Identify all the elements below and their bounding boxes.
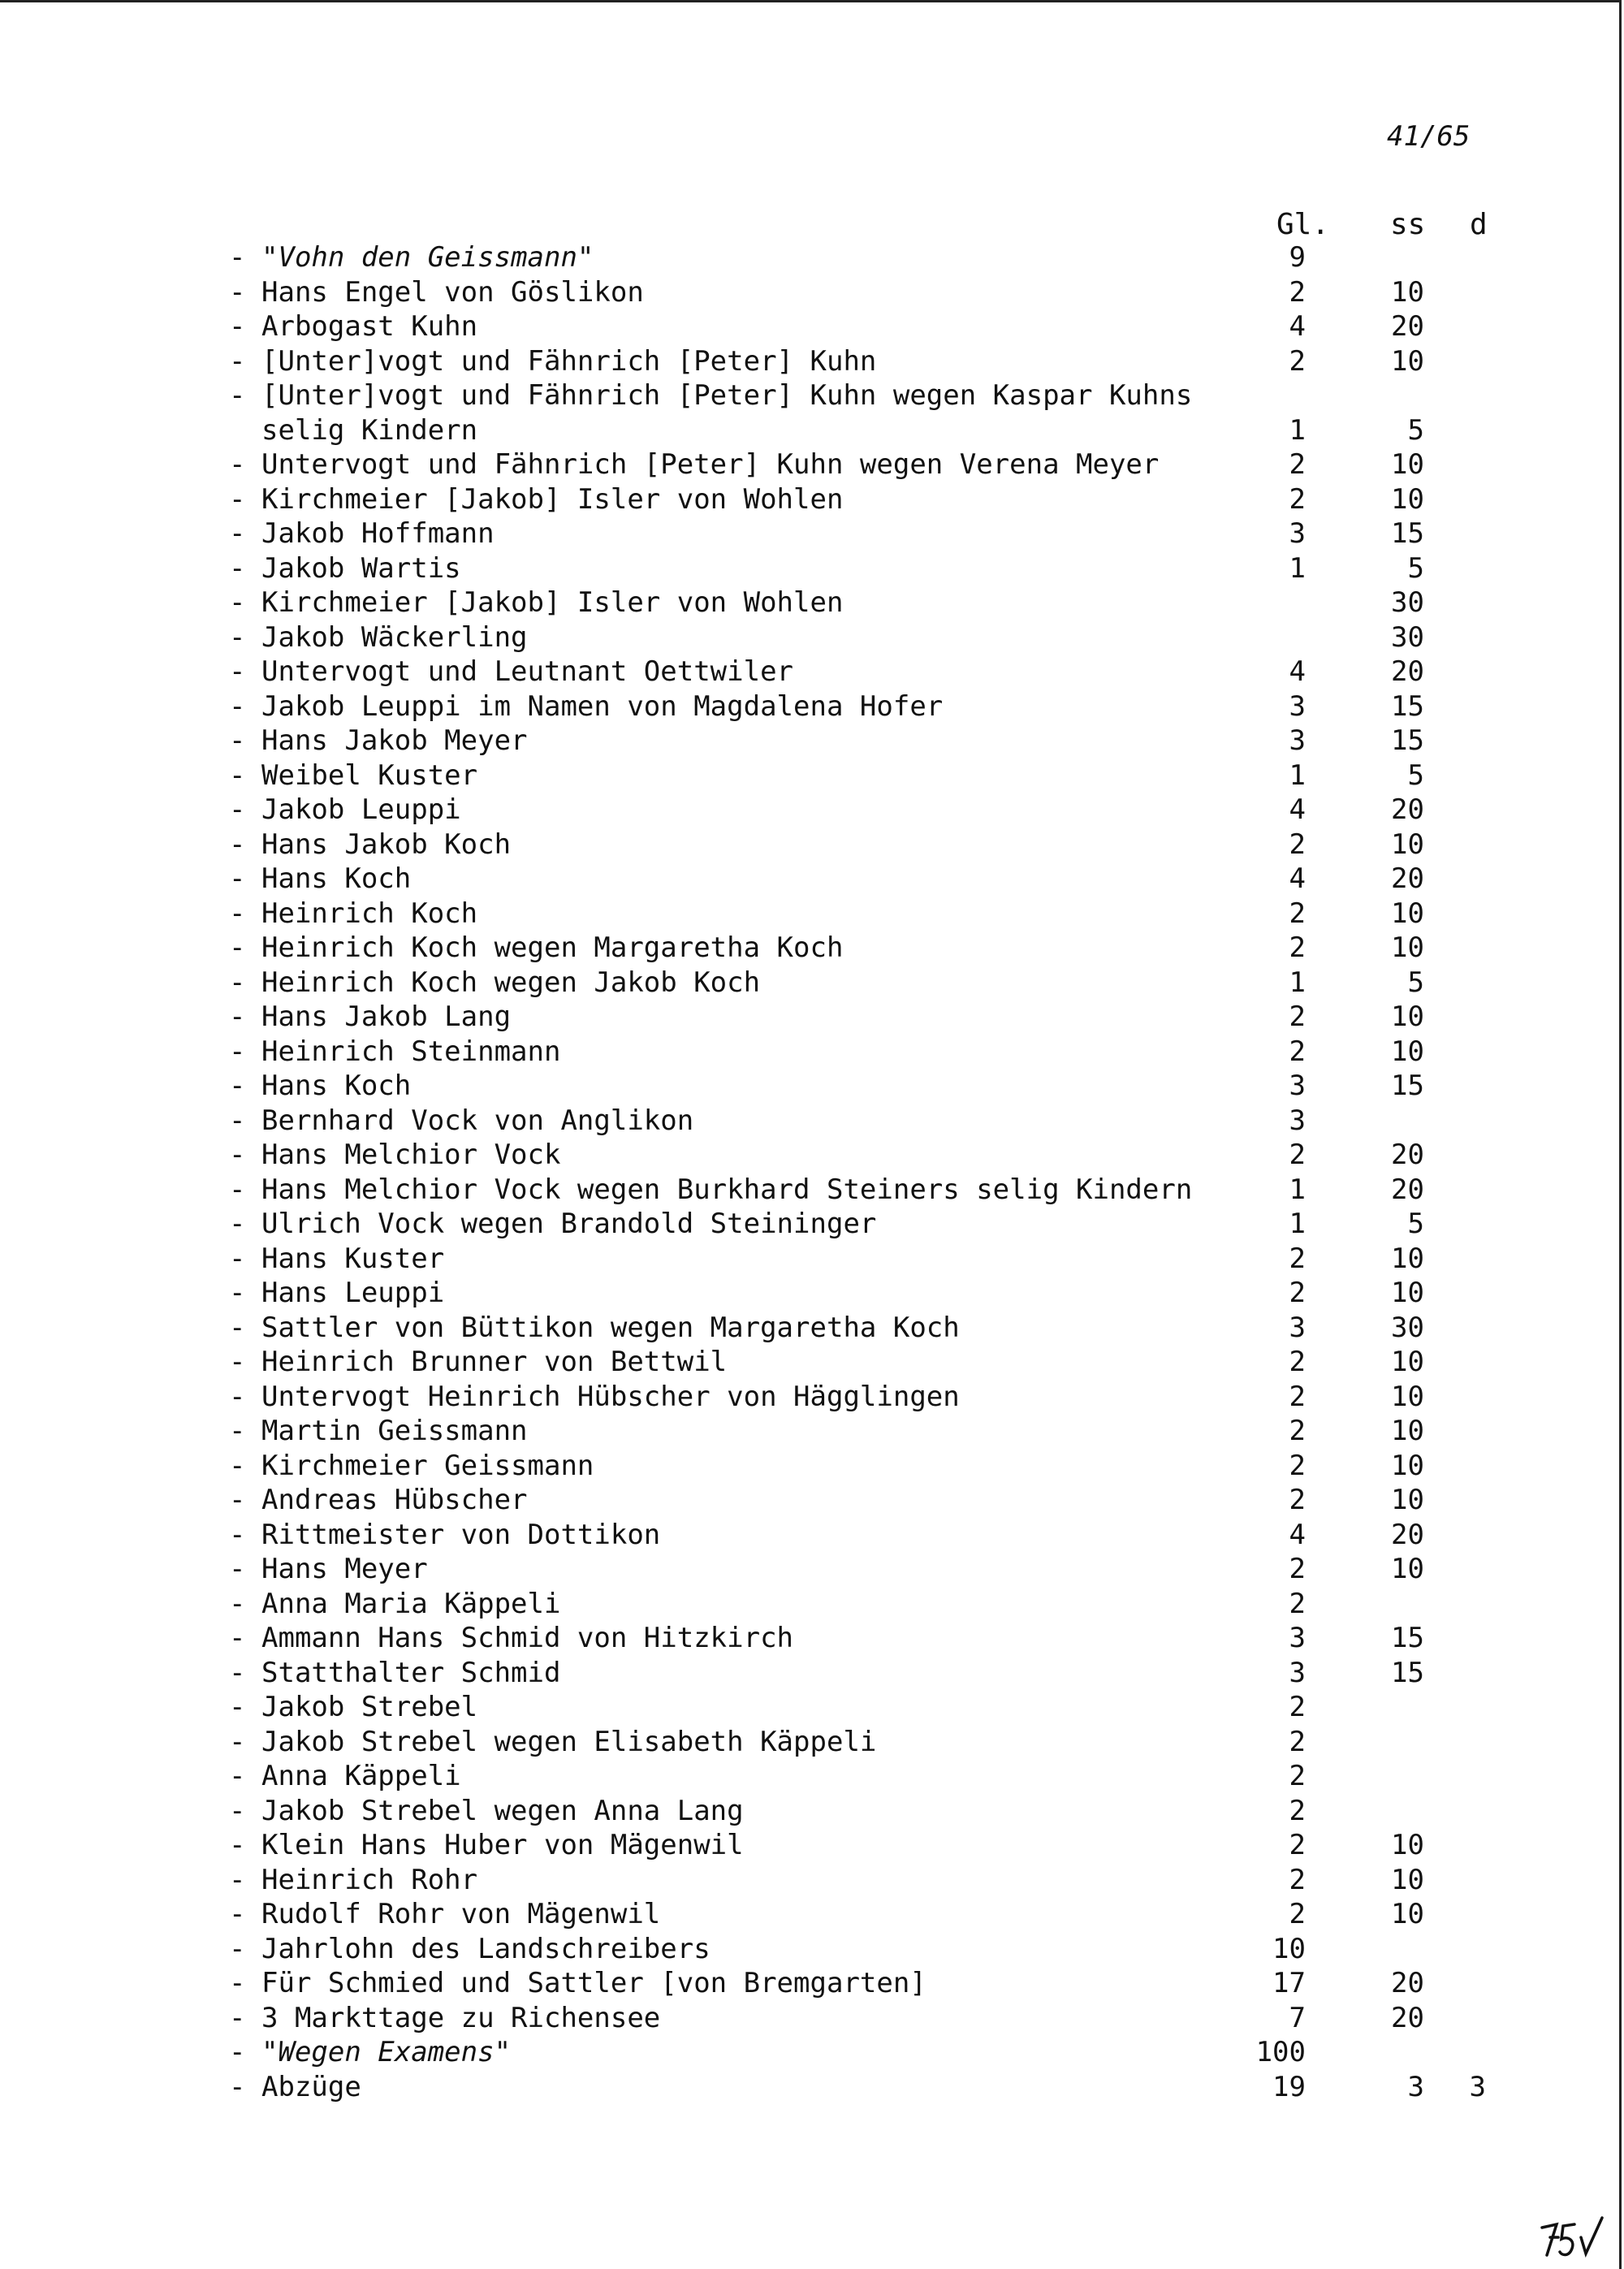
entry-row <box>0 309 1624 344</box>
entry-name: Jakob Wartis <box>261 551 461 585</box>
entry-dash: - <box>229 1553 246 1585</box>
entry-name: Ulrich Vock wegen Brandold Steininger <box>261 1208 877 1240</box>
entry-dash: - <box>229 1035 246 1068</box>
entry-gulden: 2 <box>1289 1484 1306 1516</box>
handwritten-signature <box>1539 2213 1607 2263</box>
entry-schilling: 10 <box>1391 1863 1424 1896</box>
entry-schilling: 10 <box>1391 1449 1424 1482</box>
entry-schilling: 30 <box>1391 1311 1424 1344</box>
entry-row <box>0 724 1624 758</box>
entry-gulden: 17 <box>1272 1967 1306 1999</box>
entry-row <box>0 1104 1624 1139</box>
entry-row <box>0 2001 1624 2036</box>
entry-name: Hans Jakob Koch <box>261 828 512 861</box>
entry-gulden: 2 <box>1289 1760 1306 1792</box>
entry-gulden: 7 <box>1289 2001 1306 2034</box>
entry-row <box>0 1138 1624 1173</box>
entry-row <box>0 1759 1624 1794</box>
entry-name: Arbogast Kuhn <box>261 310 478 343</box>
entry-gulden: 2 <box>1289 482 1306 516</box>
entry-row <box>0 1311 1624 1346</box>
entry-schilling: 10 <box>1391 448 1424 481</box>
entry-dash: - <box>229 1173 246 1206</box>
entry-row <box>0 655 1624 689</box>
entry-gulden: 3 <box>1289 1104 1306 1137</box>
entry-schilling: 15 <box>1391 724 1424 757</box>
entry-row <box>0 1242 1624 1277</box>
entry-name: Hans Jakob Meyer <box>261 724 528 757</box>
entry-dash: - <box>229 655 246 688</box>
entry-name: "Wegen Examens" <box>261 2036 512 2068</box>
entry-gulden: 2 <box>1289 1346 1306 1378</box>
entry-row <box>0 862 1624 897</box>
entry-dash: - <box>229 931 246 964</box>
entry-dash: - <box>229 1863 246 1896</box>
entry-row <box>0 1897 1624 1932</box>
entry-dash: - <box>229 1587 246 1620</box>
entry-schilling: 10 <box>1391 897 1424 930</box>
entry-row <box>0 758 1624 793</box>
entry-gulden: 2 <box>1289 1139 1306 1171</box>
entry-row <box>0 828 1624 862</box>
entry-name: Kirchmeier [Jakob] Isler von Wohlen <box>261 482 844 516</box>
entry-name: Andreas Hübscher <box>261 1484 528 1516</box>
entry-row <box>0 1276 1624 1311</box>
entry-schilling: 20 <box>1391 310 1424 343</box>
entry-dash: - <box>229 1277 246 1309</box>
entry-row <box>0 1035 1624 1070</box>
entry-gulden: 2 <box>1289 1035 1306 1068</box>
entry-row <box>0 1621 1624 1656</box>
entry-schilling: 5 <box>1407 966 1424 999</box>
entry-row <box>0 586 1624 620</box>
entry-gulden: 10 <box>1272 1932 1306 1965</box>
entry-dash: - <box>229 1311 246 1344</box>
entry-dash: - <box>229 724 246 757</box>
entry-row <box>0 1207 1624 1242</box>
entry-name: Untervogt und Leutnant Oettwiler <box>261 655 794 688</box>
entry-schilling: 10 <box>1391 931 1424 964</box>
entry-gulden: 2 <box>1289 1415 1306 1447</box>
entry-list <box>0 240 1624 2104</box>
entry-name: Jakob Strebel wegen Anna Lang <box>261 1794 744 1827</box>
entry-name: Jakob Hoffmann <box>261 517 495 550</box>
entry-row <box>0 1380 1624 1415</box>
entry-gulden: 3 <box>1289 689 1306 723</box>
entry-row <box>0 240 1624 275</box>
entry-row <box>0 1794 1624 1829</box>
entry-schilling: 20 <box>1391 1518 1424 1551</box>
entry-row <box>0 1518 1624 1553</box>
entry-dash: - <box>229 1484 246 1516</box>
entry-schilling: 30 <box>1391 620 1424 654</box>
entry-gulden: 2 <box>1289 1449 1306 1482</box>
entry-schilling: 20 <box>1391 793 1424 826</box>
entry-row <box>0 1173 1624 1208</box>
entry-row <box>0 689 1624 724</box>
entry-row <box>0 1966 1624 2001</box>
entry-name: Hans Meyer <box>261 1553 428 1585</box>
entry-name: Anna Maria Käppeli <box>261 1587 561 1620</box>
entry-gulden: 2 <box>1289 1277 1306 1309</box>
entry-gulden: 1 <box>1289 1208 1306 1240</box>
entry-dash: - <box>229 1242 246 1275</box>
entry-schilling: 20 <box>1391 1139 1424 1171</box>
entry-name: Kirchmeier [Jakob] Isler von Wohlen <box>261 586 844 619</box>
entry-name: Heinrich Brunner von Bettwil <box>261 1346 728 1378</box>
entry-name: Rittmeister von Dottikon <box>261 1518 661 1551</box>
entry-schilling: 15 <box>1391 1070 1424 1102</box>
entry-schilling: 20 <box>1391 1967 1424 1999</box>
entry-row <box>0 344 1624 379</box>
entry-row <box>0 482 1624 517</box>
entry-gulden: 1 <box>1289 966 1306 999</box>
entry-schilling: 30 <box>1391 586 1424 619</box>
entry-dash: - <box>229 241 246 274</box>
entry-dash: - <box>229 344 246 378</box>
entry-name: Heinrich Steinmann <box>261 1035 561 1068</box>
entry-name: Untervogt und Fähnrich [Peter] Kuhn wegen Verena Meyer <box>261 448 1160 481</box>
entry-gulden: 19 <box>1272 2070 1306 2103</box>
entry-schilling: 10 <box>1391 1829 1424 1861</box>
entry-schilling: 5 <box>1407 413 1424 447</box>
entry-row <box>0 1483 1624 1518</box>
entry-schilling: 10 <box>1391 1380 1424 1413</box>
entry-row <box>0 1552 1624 1587</box>
entry-name: Jahrlohn des Landschreibers <box>261 1932 710 1965</box>
entry-name: Hans Koch <box>261 862 412 895</box>
entry-name: Jakob Strebel wegen Elisabeth Käppeli <box>261 1725 877 1758</box>
entry-gulden: 2 <box>1289 1380 1306 1413</box>
entry-row <box>0 2070 1624 2105</box>
entry-name: Weibel Kuster <box>261 758 478 792</box>
entry-gulden: 2 <box>1289 1898 1306 1930</box>
entry-schilling: 10 <box>1391 1415 1424 1447</box>
entry-gulden: 2 <box>1289 275 1306 309</box>
entry-dash: - <box>229 862 246 895</box>
entry-schilling: 10 <box>1391 1035 1424 1068</box>
entry-dash: - <box>229 1725 246 1758</box>
entry-dash: - <box>229 2001 246 2034</box>
entry-schilling: 20 <box>1391 2001 1424 2034</box>
entry-dash: - <box>229 966 246 999</box>
entry-row <box>0 1000 1624 1035</box>
entry-name: Jakob Strebel <box>261 1691 478 1723</box>
entry-dash: - <box>229 689 246 723</box>
entry-row <box>0 2035 1624 2070</box>
entry-gulden: 4 <box>1289 655 1306 688</box>
entry-dash: - <box>229 1001 246 1033</box>
entry-schilling: 5 <box>1407 551 1424 585</box>
entry-dash: - <box>229 1380 246 1413</box>
column-header-schilling: ss <box>1390 208 1426 241</box>
page-border-top <box>0 0 1620 2</box>
entry-dash: - <box>229 1346 246 1378</box>
entry-name: Anna Käppeli <box>261 1760 461 1792</box>
entry-schilling: 10 <box>1391 482 1424 516</box>
entry-schilling: 15 <box>1391 689 1424 723</box>
entry-schilling: 10 <box>1391 1001 1424 1033</box>
entry-dash: - <box>229 275 246 309</box>
entry-dash: - <box>229 1794 246 1827</box>
entry-dash: - <box>229 1070 246 1102</box>
entry-gulden: 2 <box>1289 1587 1306 1620</box>
entry-gulden: 3 <box>1289 1311 1306 1344</box>
entry-dash: - <box>229 1518 246 1551</box>
entry-schilling: 20 <box>1391 1173 1424 1206</box>
entry-schilling: 5 <box>1407 758 1424 792</box>
entry-row <box>0 1725 1624 1760</box>
entry-name: Hans Kuster <box>261 1242 445 1275</box>
entry-denar: 3 <box>1469 2070 1486 2103</box>
entry-row <box>0 275 1624 310</box>
entry-gulden: 3 <box>1289 1656 1306 1689</box>
entry-dash: - <box>229 828 246 861</box>
entry-name: Hans Melchior Vock <box>261 1139 561 1171</box>
entry-gulden: 2 <box>1289 1242 1306 1275</box>
entry-gulden: 1 <box>1289 551 1306 585</box>
entry-name: Hans Koch <box>261 1070 412 1102</box>
entry-name: Ammann Hans Schmid von Hitzkirch <box>261 1622 794 1654</box>
entry-schilling: 10 <box>1391 1242 1424 1275</box>
entry-row <box>0 1345 1624 1380</box>
entry-name: Heinrich Koch wegen Jakob Koch <box>261 966 761 999</box>
entry-gulden: 2 <box>1289 1001 1306 1033</box>
entry-gulden: 100 <box>1255 2036 1306 2068</box>
entry-row <box>0 1690 1624 1725</box>
entry-dash: - <box>229 586 246 619</box>
entry-row <box>0 897 1624 931</box>
entry-gulden: 2 <box>1289 448 1306 481</box>
entry-name: [Unter]vogt und Fähnrich [Peter] Kuhn <box>261 344 877 378</box>
entry-row <box>0 1069 1624 1104</box>
entry-row <box>0 931 1624 966</box>
entry-dash: - <box>229 2036 246 2068</box>
entry-name: Untervogt Heinrich Hübscher von Hägglingen <box>261 1380 960 1413</box>
entry-schilling: 10 <box>1391 1553 1424 1585</box>
entry-gulden: 2 <box>1289 931 1306 964</box>
entry-schilling: 10 <box>1391 1898 1424 1930</box>
entry-name: Heinrich Koch wegen Margaretha Koch <box>261 931 844 964</box>
entry-row <box>0 1828 1624 1863</box>
entry-name: "Vohn den Geissmann" <box>261 241 594 274</box>
entry-dash: - <box>229 758 246 792</box>
entry-gulden: 9 <box>1289 241 1306 274</box>
entry-name: Jakob Leuppi im Namen von Magdalena Hofer <box>261 689 944 723</box>
entry-dash: - <box>229 1760 246 1792</box>
entry-gulden: 3 <box>1289 1070 1306 1102</box>
entry-row <box>0 1932 1624 1967</box>
entry-dash: - <box>229 1932 246 1965</box>
entry-dash: - <box>229 1104 246 1137</box>
entry-schilling: 15 <box>1391 1656 1424 1689</box>
entry-schilling: 3 <box>1407 2070 1424 2103</box>
entry-gulden: 3 <box>1289 724 1306 757</box>
entry-name: Hans Leuppi <box>261 1277 445 1309</box>
entry-gulden: 2 <box>1289 1691 1306 1723</box>
entry-dash: - <box>229 1656 246 1689</box>
entry-row <box>0 1587 1624 1622</box>
entry-schilling: 10 <box>1391 1346 1424 1378</box>
entry-name: Heinrich Rohr <box>261 1863 478 1896</box>
entry-dash: - <box>229 1967 246 1999</box>
entry-name: Hans Engel von Göslikon <box>261 275 644 309</box>
entry-row <box>0 1414 1624 1449</box>
entry-row <box>0 1863 1624 1898</box>
column-header-gulden: Gl. <box>1276 208 1330 241</box>
entry-dash: - <box>229 1622 246 1654</box>
entry-gulden: 2 <box>1289 1794 1306 1827</box>
entry-schilling: 15 <box>1391 517 1424 550</box>
entry-dash: - <box>229 2070 246 2103</box>
entry-name: Abzüge <box>261 2070 361 2103</box>
entry-gulden: 2 <box>1289 1725 1306 1758</box>
entry-dash: - <box>229 620 246 654</box>
entry-gulden: 4 <box>1289 1518 1306 1551</box>
entry-gulden: 2 <box>1289 1553 1306 1585</box>
entry-dash: - <box>229 551 246 585</box>
entry-schilling: 10 <box>1391 1484 1424 1516</box>
entry-schilling: 10 <box>1391 275 1424 309</box>
entry-row <box>0 620 1624 655</box>
entry-row <box>0 447 1624 482</box>
entry-name: Statthalter Schmid <box>261 1656 561 1689</box>
entry-gulden: 2 <box>1289 1829 1306 1861</box>
entry-name: Bernhard Vock von Anglikon <box>261 1104 694 1137</box>
entry-dash: - <box>229 1829 246 1861</box>
entry-name: Jakob Leuppi <box>261 793 461 826</box>
entry-dash: - <box>229 1208 246 1240</box>
entry-row <box>0 378 1624 447</box>
entry-gulden: 2 <box>1289 897 1306 930</box>
entry-dash: - <box>229 517 246 550</box>
entry-name: Sattler von Büttikon wegen Margaretha Koch <box>261 1311 960 1344</box>
entry-row <box>0 966 1624 1001</box>
entry-gulden: 3 <box>1289 517 1306 550</box>
entry-row <box>0 1656 1624 1691</box>
entry-dash: - <box>229 793 246 826</box>
entry-dash: - <box>229 310 246 343</box>
entry-dash: - <box>229 1139 246 1171</box>
entry-schilling: 20 <box>1391 862 1424 895</box>
entry-row <box>0 516 1624 551</box>
entry-gulden: 1 <box>1289 413 1306 447</box>
entry-gulden: 2 <box>1289 828 1306 861</box>
page-number: 41/65 <box>1387 120 1471 153</box>
entry-name: Martin Geissmann <box>261 1415 528 1447</box>
entry-name: Hans Melchior Vock wegen Burkhard Steiners selig Kindern <box>261 1173 1193 1206</box>
entry-row <box>0 1449 1624 1484</box>
entry-dash: - <box>229 379 246 412</box>
entry-name: Heinrich Koch <box>261 897 478 930</box>
entry-schilling: 10 <box>1391 1277 1424 1309</box>
entry-schilling: 5 <box>1407 1208 1424 1240</box>
entry-gulden: 2 <box>1289 344 1306 378</box>
entry-gulden: 1 <box>1289 1173 1306 1206</box>
entry-gulden: 4 <box>1289 862 1306 895</box>
entry-dash: - <box>229 897 246 930</box>
entry-gulden: 4 <box>1289 310 1306 343</box>
entry-dash: - <box>229 1415 246 1447</box>
entry-dash: - <box>229 482 246 516</box>
column-header-denar: d <box>1470 208 1488 241</box>
entry-name: 3 Markttage zu Richensee <box>261 2001 661 2034</box>
entry-dash: - <box>229 448 246 481</box>
entry-schilling: 10 <box>1391 344 1424 378</box>
entry-name: Klein Hans Huber von Mägenwil <box>261 1829 744 1861</box>
entry-dash: - <box>229 1898 246 1930</box>
entry-dash: - <box>229 1691 246 1723</box>
entry-name: Hans Jakob Lang <box>261 1001 512 1033</box>
entry-dash: - <box>229 1449 246 1482</box>
entry-schilling: 10 <box>1391 828 1424 861</box>
entry-schilling: 15 <box>1391 1622 1424 1654</box>
entry-name: Für Schmied und Sattler [von Bremgarten] <box>261 1967 926 1999</box>
entry-row <box>0 793 1624 828</box>
entry-gulden: 1 <box>1289 758 1306 792</box>
entry-name: Jakob Wäckerling <box>261 620 528 654</box>
entry-name: [Unter]vogt und Fähnrich [Peter] Kuhn wegen Kaspar Kuhns selig Kindern <box>261 379 1193 447</box>
entry-name: Rudolf Rohr von Mägenwil <box>261 1898 661 1930</box>
entry-name: Kirchmeier Geissmann <box>261 1449 594 1482</box>
entry-gulden: 3 <box>1289 1622 1306 1654</box>
entry-schilling: 20 <box>1391 655 1424 688</box>
entry-gulden: 2 <box>1289 1863 1306 1896</box>
entry-row <box>0 551 1624 586</box>
entry-gulden: 4 <box>1289 793 1306 826</box>
